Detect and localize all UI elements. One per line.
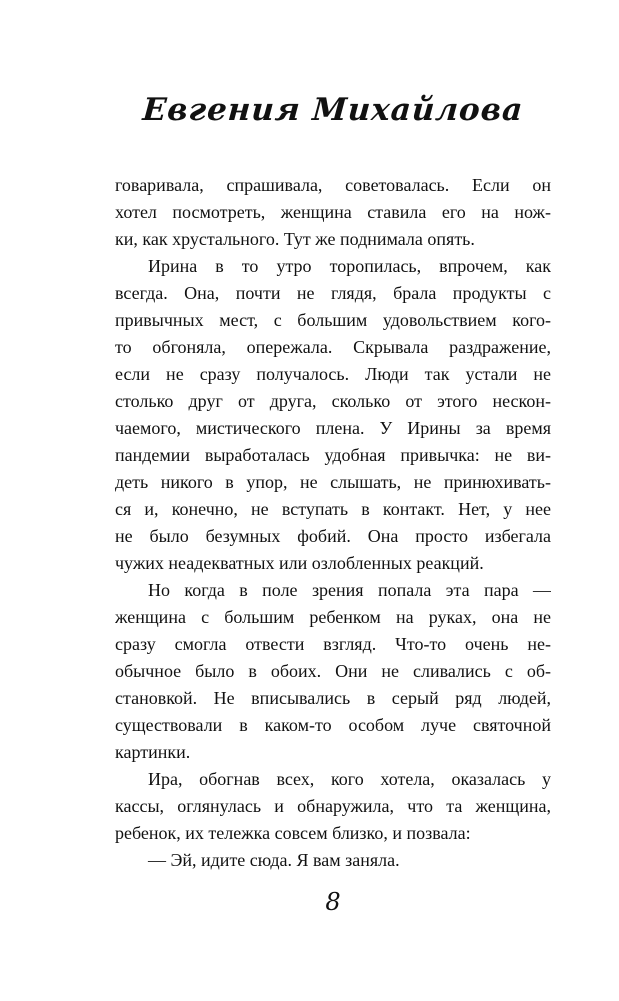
text-line: картинки. bbox=[115, 742, 191, 762]
text-line: то обгоняла, опережала. Скрывала раздражение, bbox=[115, 337, 551, 357]
text-line: — Эй, идите сюда. Я вам заняла. bbox=[148, 850, 400, 870]
text-line: если не сразу получалось. Люди так устали не bbox=[115, 364, 551, 384]
text-line: чаемого, мистического плена. У Ирины за время bbox=[115, 418, 551, 438]
paragraph bbox=[115, 577, 551, 766]
text-line: существовали в каком-то особом луче святочной bbox=[115, 715, 551, 735]
text-line: сразу смогла отвести взгляд. Что-то очень не- bbox=[115, 634, 551, 654]
text-line: становкой. Не вписывались в серый ряд людей, bbox=[115, 688, 551, 708]
page-number: 8 bbox=[325, 888, 341, 916]
paragraph bbox=[115, 172, 551, 253]
text-line: хотел посмотреть, женщина ставила его на нож- bbox=[115, 202, 551, 222]
text-line: женщина с большим ребенком на руках, она не bbox=[115, 607, 551, 627]
text-line: Но когда в поле зрения попала эта пара — bbox=[148, 580, 551, 600]
text-line: кассы, оглянулась и обнаружила, что та женщина, bbox=[115, 796, 551, 816]
text-line: ся и, конечно, не вступать в контакт. Нет, у нее bbox=[115, 499, 551, 519]
text-line: не было безумных фобий. Она просто избегала bbox=[115, 526, 551, 546]
text-line: деть никого в упор, не слышать, не принюхивать- bbox=[115, 472, 551, 492]
paragraph bbox=[115, 766, 551, 847]
text-line: пандемии выработалась удобная привычка: не ви- bbox=[115, 445, 551, 465]
text-line: обычное было в обоих. Они не сливались с об- bbox=[115, 661, 551, 681]
text-line: привычных мест, с большим удовольствием кого- bbox=[115, 310, 551, 330]
text-line: Ира, обогнав всех, кого хотела, оказалась у bbox=[148, 769, 551, 789]
text-line: Ирина в то утро торопилась, впрочем, как bbox=[148, 256, 551, 276]
paragraph bbox=[115, 847, 551, 874]
text-line: говаривала, спрашивала, советовалась. Если он bbox=[115, 175, 551, 195]
text-line: всегда. Она, почти не глядя, брала продукты с bbox=[115, 283, 551, 303]
text-line: ки, как хрустального. Тут же поднимала опять. bbox=[115, 229, 475, 249]
text-line: ребенок, их тележка совсем близко, и позвала: bbox=[115, 823, 471, 843]
text-column bbox=[115, 0, 551, 916]
text-line: столько друг от друга, сколько от этого нескон- bbox=[115, 391, 551, 411]
body-text bbox=[115, 172, 551, 874]
text-line: чужих неадекватных или озлобленных реакций. bbox=[115, 553, 484, 573]
paragraph bbox=[115, 253, 551, 577]
author-header: Евгения Михайлова bbox=[141, 92, 525, 128]
